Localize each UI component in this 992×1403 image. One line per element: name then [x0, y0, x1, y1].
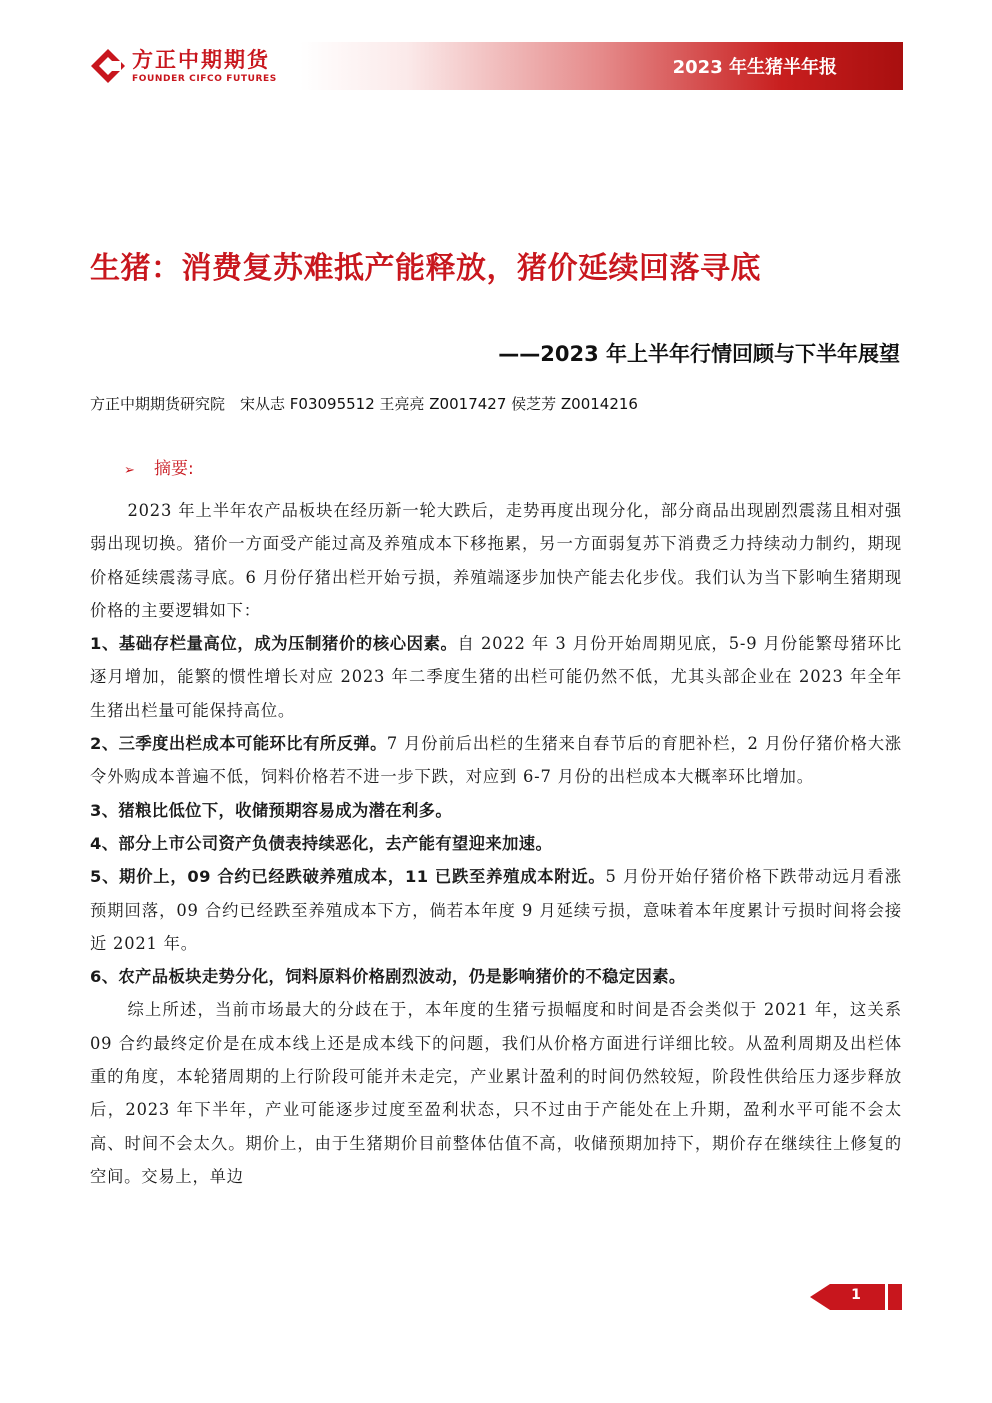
page-bar-decoration [888, 1284, 902, 1310]
page-number: 1 [851, 1287, 861, 1303]
point-2-text: 7 月份前后出栏的生猪来自春节后的育肥补栏，2 月份仔猪价格大涨令外购成本普遍不低，饲料价格若不进一步下跌，对应到 6-7 月份的出栏成本大概率环比增加。 [90, 734, 903, 787]
point-3-heading: 3、猪粮比低位下，收储预期容易成为潜在利多。 [90, 800, 453, 820]
point-2 [90, 727, 902, 794]
header-banner [300, 42, 903, 90]
point-2-heading: 2、三季度出栏成本可能环比有所反弹。 [90, 734, 387, 754]
document-subtitle: ——2023 年上半年行情回顾与下半年展望 [498, 342, 900, 366]
point-4 [90, 827, 902, 860]
conclusion-paragraph: 综上所述，当前市场最大的分歧在于，本年度的生猪亏损幅度和时间是否会类似于 2021 年，这关系 09 合约最终定价是在成本线上还是成本线下的问题，我们从价格方面进行详细比较。从盈利周期及出栏体重的角度，本轮猪周期的上行阶段可能并未走完，产业累计盈利的时间仍然较短，阶段性供给压力逐步释放后，2023 年下半年，产业可能逐步过度至盈利状态，只不过由于产能处在上升期，盈利水平可能不会太高、时间不会太久。期价上，由于生猪期价目前整体估值不高，收储预期加持下，期价存在继续往上修复的空间。交易上，单边 [90, 1000, 902, 1186]
logo-mark-icon [90, 48, 126, 84]
point-1-heading: 1、基础存栏量高位，成为压制猪价的核心因素。 [90, 634, 458, 654]
author-line: 方正中期期货研究院 宋从志 F03095512 王亮亮 Z0017427 侯芝芳 Z0014216 [90, 395, 638, 413]
company-logo [90, 44, 290, 90]
point-1-text: 自 2022 年 3 月份开始周期见底，5-9 月份能繁母猪环比逐月增加，能繁的惯性增长对应 2023 年二季度生猪的出栏可能仍然不低，尤其头部企业在 2023 年全年生猪出栏量可能保持高位。 [90, 634, 902, 720]
summary-heading [124, 454, 194, 479]
point-4-heading: 4、部分上市公司资产负债表持续恶化，去产能有望迎来加速。 [90, 833, 553, 853]
bullet-arrow-icon: ➢ [124, 463, 135, 478]
point-1 [90, 627, 902, 727]
logo-text-cn: 方正中期期货 [132, 48, 270, 72]
point-5-heading: 5、期价上，09 合约已经跌破养殖成本，11 已跌至养殖成本附近。 [90, 867, 606, 887]
summary-heading-label: 摘要: [154, 459, 194, 479]
point-5-text: 5 月份开始仔猪价格下跌带动远月看涨预期回落，09 合约已经跌至养殖成本下方，倘若本年度 9 月延续亏损，意味着本年度累计亏损时间将会接近 2021 年。 [90, 867, 903, 953]
summary-body [90, 494, 902, 1193]
point-6-heading: 6、农产品板块走势分化，饲料原料价格剧烈波动，仍是影响猪价的不稳定因素。 [90, 967, 686, 987]
intro-paragraph: 2023 年上半年农产品板块在经历新一轮大跌后，走势再度出现分化，部分商品出现剧烈震荡且相对强弱出现切换。猪价一方面受产能过高及养殖成本下移拖累，另一方面弱复苏下消费乏力持续动力制约，期现价格延续震荡寻底。6 月份仔猪出栏开始亏损，养殖端逐步加快产能去化步伐。我们认为当下影响生猪期现价格的主要逻辑如下： [90, 501, 902, 620]
point-6 [90, 960, 902, 993]
point-3 [90, 794, 902, 827]
page-number-badge [810, 1284, 885, 1310]
point-5 [90, 860, 902, 960]
logo-text-en: FOUNDER CIFCO FUTURES [132, 74, 277, 84]
document-title: 生猪：消费复苏难抵产能释放，猪价延续回落寻底 [90, 251, 761, 286]
report-label: 2023 年生猪半年报 [672, 57, 837, 78]
